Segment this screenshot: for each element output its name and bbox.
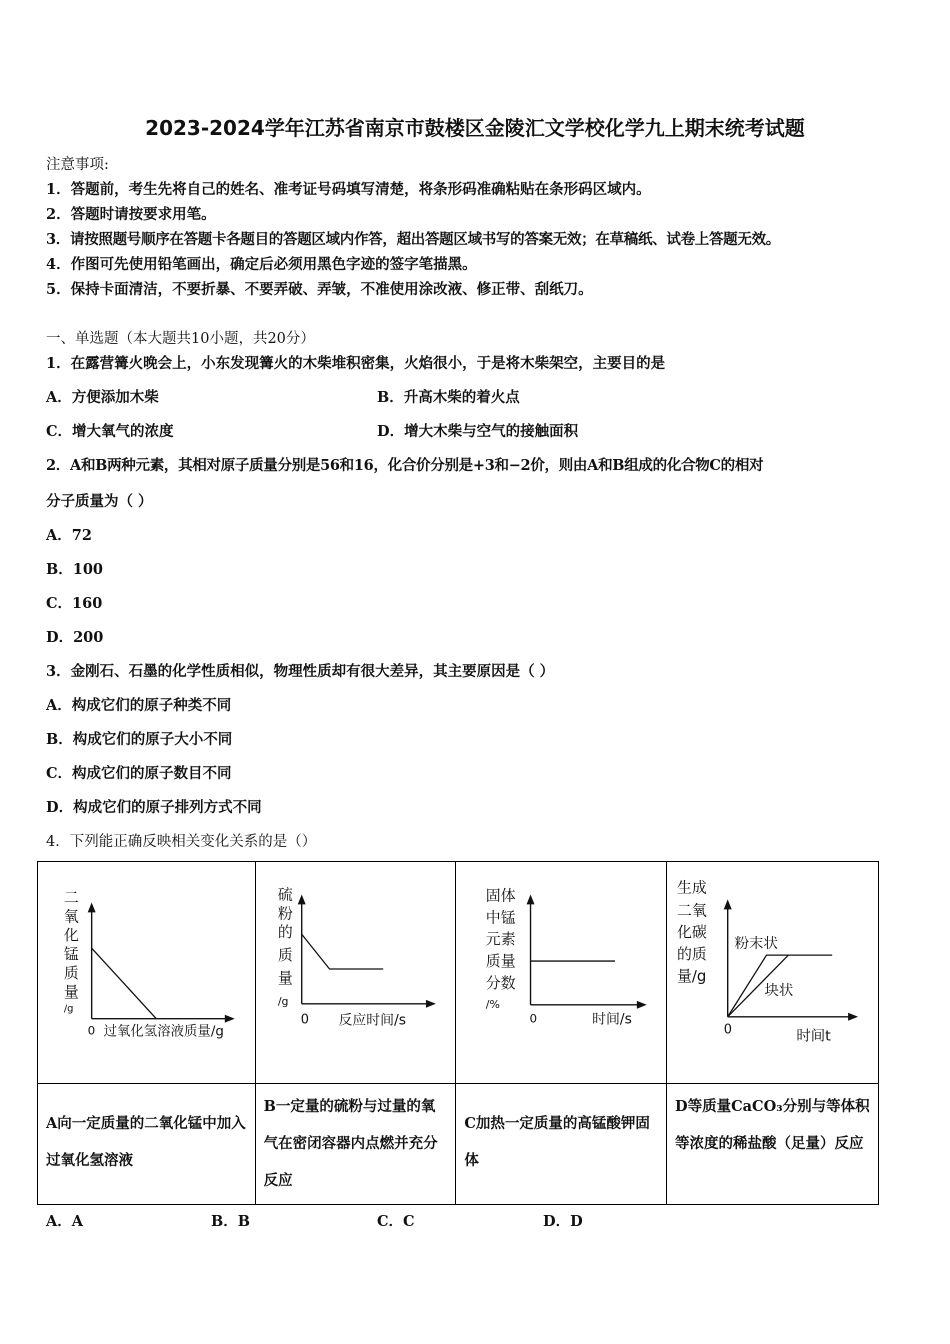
q2-option-a: A．72 (46, 527, 92, 544)
q3-option-d: D．构成它们的原子排列方式不同 (46, 799, 262, 816)
ylabel-char: 固体 (486, 886, 516, 905)
ylabel-char: 质量 (486, 952, 516, 971)
graph-a-ylabel (64, 888, 79, 1014)
ylabel-unit: /% (486, 997, 501, 1011)
q3-option-b: B．构成它们的原子大小不同 (46, 731, 233, 748)
x-axis-arrow-icon (637, 1001, 647, 1009)
notice-item: 3．请按照题号顺序在答题卡各题目的答题区域内作答，超出答题区域书写的答案无效；在草稿纸、试卷上答题无效。 (46, 231, 780, 248)
ylabel-char: 二 (63, 888, 79, 907)
y-axis-arrow-icon (88, 902, 96, 912)
graph-b-xlabel: 反应时间/s (338, 1012, 406, 1029)
notice-heading: 注意事项: (46, 157, 109, 173)
ylabel-char: 量 (277, 968, 293, 987)
q4-stem: 4．下列能正确反映相关变化关系的是（） (46, 834, 317, 850)
q1-option-d: D．增大木柴与空气的接触面积 (377, 423, 579, 440)
graph-a-origin: 0 (87, 1023, 96, 1038)
q2-stem-cont: 分子质量为（ ） (46, 493, 153, 510)
graph-c (456, 862, 666, 1083)
graph-c-desc: C加热一定质量的高锰酸钾固体 (456, 1084, 667, 1205)
ylabel-char: 量/g (676, 966, 707, 985)
q1-option-c: C．增大氧气的浓度 (46, 423, 174, 440)
x-axis-arrow-icon (426, 1000, 436, 1008)
graph-a-xlabel: 过氧化氢溶液质量/g (103, 1024, 224, 1040)
q3-option-c: C．构成它们的原子数目不同 (46, 765, 232, 782)
graph-b-ylabel (277, 885, 292, 1007)
graph-d-desc: D等质量CaCO₃分别与等体积等浓度的稀盐酸（足量）反应 (667, 1084, 879, 1205)
graph-d-origin: 0 (723, 1022, 732, 1038)
q1-option-b: B．升高木柴的着火点 (377, 389, 520, 406)
graph-d (667, 862, 878, 1083)
graph-b-curve (301, 934, 382, 969)
q1-option-a: A．方便添加木柴 (46, 389, 159, 406)
graph-c-xlabel: 时间/s (592, 1011, 633, 1028)
ylabel-char: 的质 (676, 945, 707, 964)
notice-item: 2．答题时请按要求用笔。 (46, 206, 216, 223)
graph-d-xlabel: 时间t (796, 1028, 831, 1045)
ylabel-char: 元素 (486, 930, 516, 949)
q4-option-b: B．B (211, 1213, 251, 1230)
q4-option-d: D．D (543, 1213, 583, 1230)
y-axis-arrow-icon (724, 899, 732, 909)
graph-c-origin: 0 (529, 1011, 538, 1026)
ylabel-char: 化碳 (676, 923, 707, 942)
graph-a-curve (92, 948, 157, 1019)
ylabel-char: 分数 (486, 973, 516, 992)
ylabel-unit: /g (63, 1003, 74, 1015)
y-axis-arrow-icon (527, 894, 535, 904)
graph-d-legend-block: 块状 (764, 982, 794, 999)
x-axis-arrow-icon (225, 1015, 235, 1023)
q2-option-b: B．100 (46, 561, 104, 578)
q4-option-c: C．C (377, 1213, 415, 1230)
q1-stem: 1．在露营篝火晚会上，小东发现篝火的木柴堆积密集，火焰很小，于是将木柴架空，主要目的是 (46, 355, 666, 372)
notice-item: 4．作图可先使用铅笔画出，确定后必须用黑色字迹的签字笔描黑。 (46, 256, 477, 273)
graph-b-cell (255, 862, 456, 1084)
page-title: 2023-2024学年江苏省南京市鼓楼区金陵汇文学校化学九上期末统考试题 (145, 116, 805, 140)
graph-b-desc: B一定量的硫粉与过量的氧气在密闭容器内点燃并充分反应 (255, 1084, 456, 1205)
graph-b (256, 862, 456, 1083)
ylabel-char: 二氧 (676, 901, 707, 920)
graph-a-desc: A向一定质量的二氧化锰中加入过氧化氢溶液 (38, 1084, 256, 1205)
graph-a (38, 862, 255, 1083)
q3-stem: 3．金刚石、石墨的化学性质相似，物理性质却有很大差异，其主要原因是（ ） (46, 663, 555, 680)
ylabel-char: 质 (63, 963, 79, 982)
graph-d-legend-powder: 粉末状 (734, 936, 778, 953)
ylabel-char: 生成 (676, 878, 707, 897)
q4-option-a: A．A (46, 1213, 84, 1230)
ylabel-unit: /g (277, 994, 289, 1008)
ylabel-char: 的 (277, 923, 293, 942)
q2-stem: 2．A和B两种元素，其相对原子质量分别是56和16，化合价分别是+3和−2价，则由A和B组成的化合物C的相对 (46, 457, 764, 474)
x-axis-arrow-icon (848, 1013, 858, 1021)
q2-option-c: C．160 (46, 595, 103, 612)
ylabel-char: 质 (277, 946, 293, 965)
q2-option-d: D．200 (46, 629, 104, 646)
notice-item: 1．答题前，考生先将自己的姓名、准考证号码填写清楚，将条形码准确粘贴在条形码区域内。 (46, 181, 651, 198)
graph-d-cell (667, 862, 879, 1084)
graph-d-ylabel (677, 878, 707, 985)
ylabel-char: 粉 (277, 904, 293, 923)
graph-a-cell (38, 862, 256, 1084)
section-heading: 一、单选题（本大题共10小题，共20分） (46, 331, 315, 347)
graph-b-origin: 0 (300, 1012, 309, 1028)
graph-c-cell (456, 862, 667, 1084)
ylabel-char: 氧 (63, 907, 79, 926)
ylabel-char: 化 (63, 926, 79, 945)
q3-option-a: A．构成它们的原子种类不同 (46, 697, 232, 714)
y-axis-arrow-icon (297, 894, 305, 904)
ylabel-char: 锰 (63, 945, 79, 964)
ylabel-char: 量 (63, 982, 79, 1001)
notice-item: 5．保持卡面清洁，不要折暴、不要弄破、弄皱，不准使用涂改液、修正带、刮纸刀。 (46, 281, 593, 298)
q4-graph-table (37, 861, 879, 1205)
graph-c-ylabel (486, 886, 516, 1010)
ylabel-char: 中锰 (486, 908, 516, 927)
ylabel-char: 硫 (277, 885, 293, 904)
